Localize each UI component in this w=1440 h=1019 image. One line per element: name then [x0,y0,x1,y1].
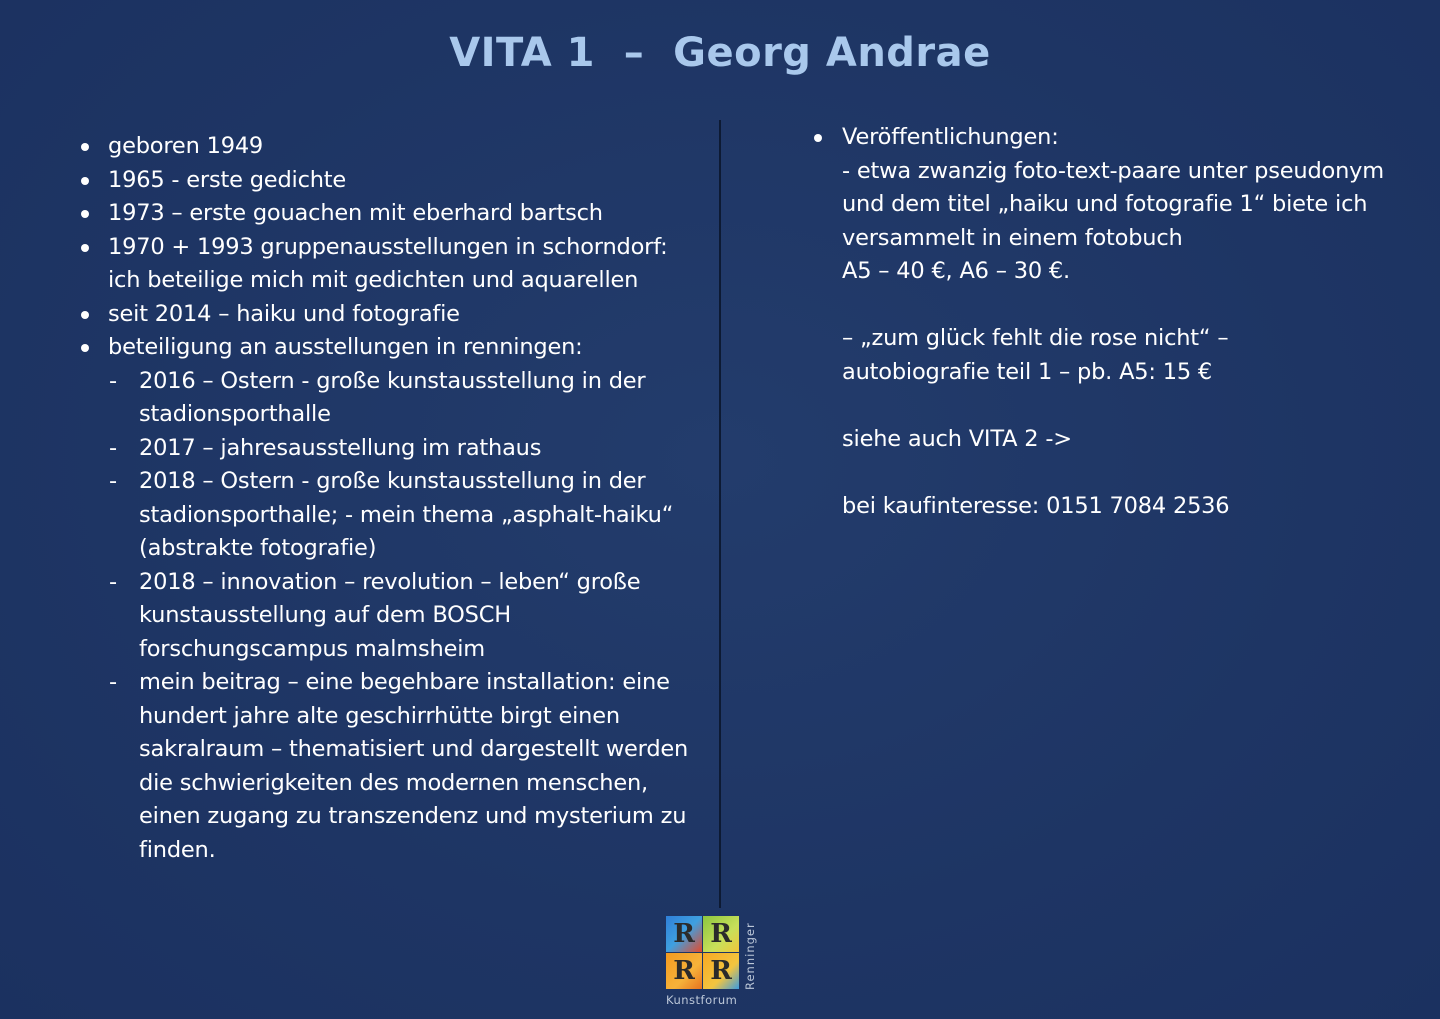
logo-tile: R [703,953,739,989]
vita-item-first-poems: 1965 - erste gedichte [78,164,693,198]
renningen-heading: beteiligung an ausstellungen in renningen: [108,334,583,360]
publication-photo-book: - etwa zwanzig foto-text-paare unter pseudonym und dem titel „haiku und fotografie 1“ biete ich versammelt in einem fotobuch [842,157,1385,251]
vita-item-birth: geboren 1949 [78,130,693,164]
page-title: VITA 1 – Georg Andrae [449,30,991,76]
exhibition-item-installation: - mein beitrag – eine begehbare installation: eine hundert jahre alte geschirrhütte birgt einen sakralraum – thematisiert und dargestellt werden die schwierigkeiten des modernen menschen, einen zugang zu transzendenz und mysterium zu finden. [108,666,693,867]
exhibition-item-2018-easter: - 2018 – Ostern - große kunstausstellung in der stadionsporthalle; - mein thema „asphalt-haiku“ (abstrakte fotografie) [108,465,693,566]
publication-prices: A5 – 40 €, A6 – 30 €. [842,258,1070,284]
vita-list [78,130,693,867]
exhibition-item-2016: - 2016 – Ostern - große kunstausstellung in der stadionsporthalle [108,365,693,432]
publications-heading: Veröffentlichungen: [842,124,1059,150]
logo-bottom-text: Kunstforum [666,993,738,1007]
vita-item-renningen [78,331,693,867]
logo-tile: R [666,953,702,989]
exhibition-item-2018-bosch: - 2018 – innovation – revolution – leben“ große kunstausstellung auf dem BOSCH forschungscampus malmsheim [108,566,693,667]
logo-tile: R [703,916,739,952]
left-column [78,130,693,867]
exhibition-item-2017: - 2017 – jahresausstellung im rathaus [108,432,693,466]
exhibition-list [108,365,693,868]
logo-side-text: Renninger [743,922,757,990]
contact-phone: bei kaufinteresse: 0151 7084 2536 [842,492,1230,519]
vita-item-haiku: seit 2014 – haiku und fotografie [78,298,693,332]
right-column [810,121,1410,523]
kunstforum-logo [666,916,762,1008]
column-divider [719,120,721,908]
see-also-link: siehe auch VITA 2 -> [842,425,1072,452]
bullet-icon [814,134,822,142]
publications-block [810,121,1410,523]
vita-item-first-gouaches: 1973 – erste gouachen mit eberhard bartsch [78,197,693,231]
logo-tile: R [666,916,702,952]
vita-item-group-exhibitions: 1970 + 1993 gruppenausstellungen in schorndorf: ich beteilige mich mit gedichten und aquarellen [78,231,693,298]
book-title: – „zum glück fehlt die rose nicht“ – [842,325,1229,351]
book-details: autobiografie teil 1 – pb. A5: 15 € [842,358,1213,385]
